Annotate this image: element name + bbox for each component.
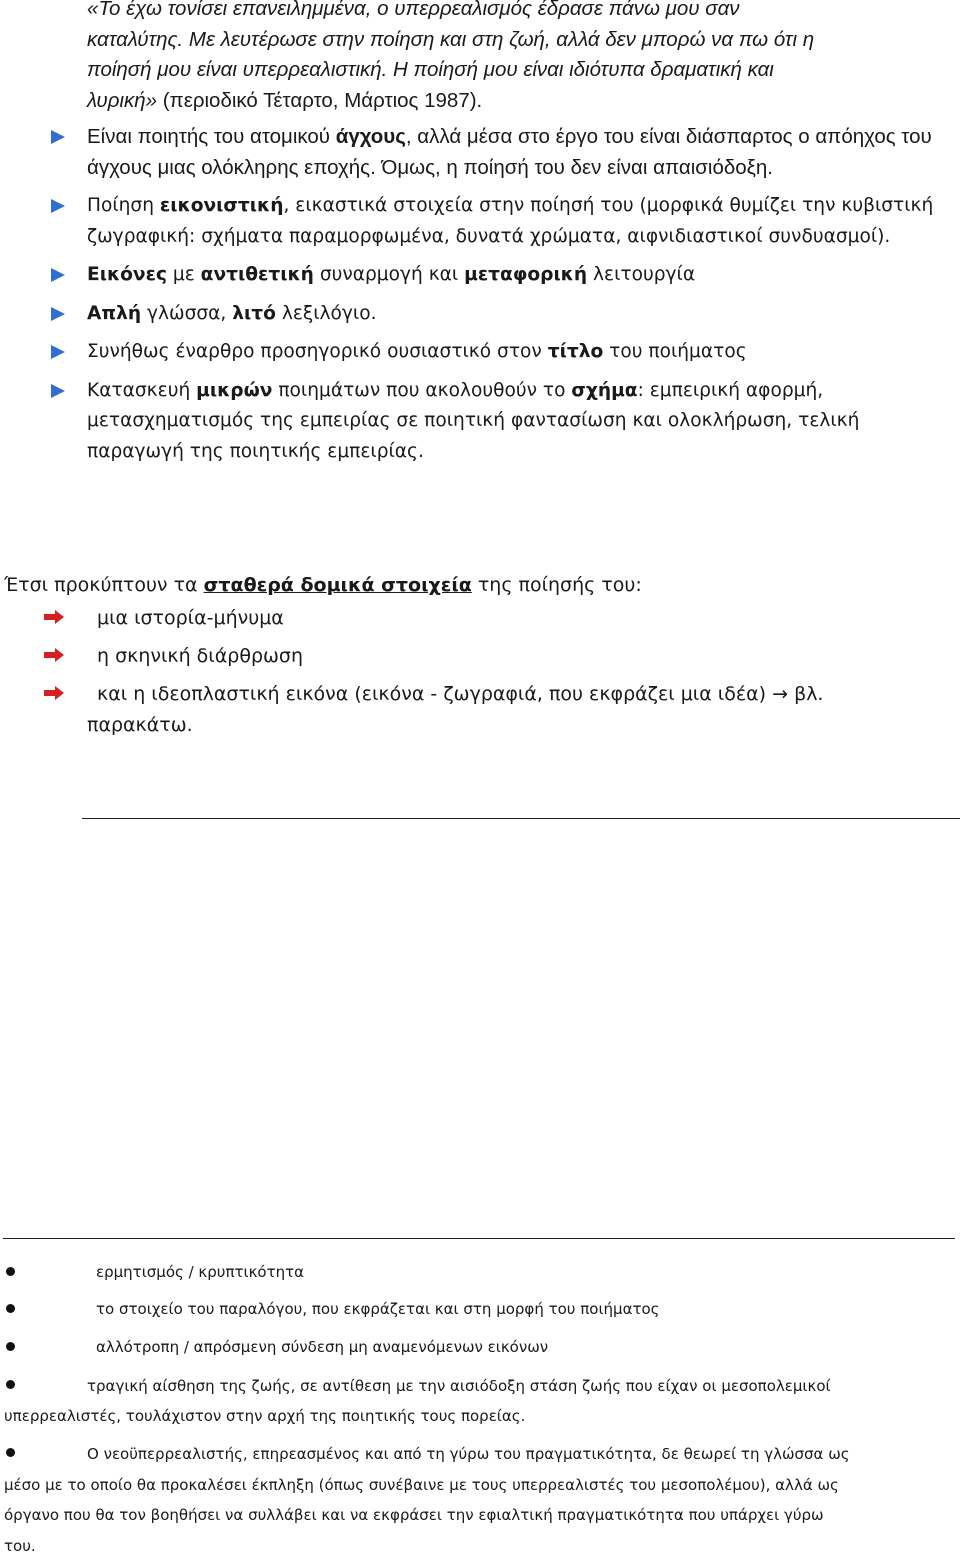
red-arrow-bullet-icon	[44, 648, 64, 662]
bullet-text: του ποιήματος	[603, 341, 747, 362]
feature-bullet	[87, 260, 953, 291]
item-text: μια ιστορία-μήνυμα	[97, 607, 284, 629]
quote-line: καταλύτης. Με λευτέρωσε στην ποίηση και στη ζωή, αλλά δεν μπορώ να πω ότι η	[87, 27, 815, 51]
blue-arrow-bullet-icon	[51, 199, 65, 213]
bullet-bold-text: τίτλο	[547, 341, 604, 362]
structural-elements-intro	[4, 570, 642, 600]
blue-arrow-bullet-icon	[51, 130, 65, 144]
bullet-dot-icon	[6, 1342, 15, 1351]
bullet-bold-text: εικονιστική	[159, 195, 284, 216]
bullet-text: γλώσσα,	[141, 302, 233, 324]
bullet-text: λειτουργία	[587, 264, 696, 285]
quote-line: ποίησή μου είναι υπερρεαλιστική. Η ποίησή μου είναι ιδιότυπα δραματική και	[87, 58, 774, 81]
feature-bullet	[87, 299, 953, 330]
dot-bullet-text: Ο νεοϋπερρεαλιστής, επηρεασμένος και από τη γύρω του πραγματικότητα, δε θεωρεί τη γλώσσα ως	[87, 1445, 850, 1463]
feature-bullet	[87, 337, 953, 368]
bullet-text: ποιημάτων που ακολουθούν το	[272, 379, 572, 401]
bullet-text: με	[166, 264, 201, 285]
feature-bullet	[87, 376, 953, 468]
item-text: παρακάτω.	[87, 714, 193, 736]
bullet-text: , αλλά μέσα στο έργο του είναι διάσπαρτος ο απόηχος του άγχους μιας ολόκληρης εποχής. Όμως, η ποίησή του δεν είναι απαισιόδοξη.	[87, 125, 932, 179]
bullet-text: : εμπειρική αφορμή, μετασχηματισμός της εμπειρίας σε ποιητική φαντασίωση και ολοκλήρωση, τελική παραγωγή της ποιητικής εμπειρίας.	[87, 379, 860, 462]
blue-arrow-bullet-icon	[51, 307, 65, 321]
dot-bullet-text: μέσο με το οποίο θα προκαλέσει έκπληξη (όπως συνέβαινε με τους υπερρεαλιστές του μεσοπολέμου), αλλά ως	[4, 1476, 839, 1494]
poet-quote-and-features	[87, 0, 953, 467]
blue-arrow-bullet-icon	[51, 384, 65, 398]
dot-bullet-text: αλλότροπη / απρόσμενη σύνδεση μη αναμενόμενων εικόνων	[96, 1338, 549, 1356]
dot-bullet-text: υπερρεαλιστές, τουλάχιστον στην αρχή της ποιητικής τους πορείας.	[4, 1407, 526, 1425]
dot-bullet-text: του.	[4, 1537, 36, 1555]
bullet-bold-text: μεταφορική	[464, 264, 588, 285]
bullet-dot-icon	[6, 1380, 15, 1389]
blue-arrow-bullet-icon	[51, 268, 65, 282]
bullet-text: Είναι ποιητής του ατομικού	[87, 125, 336, 148]
bullet-bold-text: Απλή	[87, 302, 142, 324]
bullet-text: , εικαστικά στοιχεία στην ποίησή του (μορφικά θυμίζει την κυβιστική ζωγραφική: σχήματα παραμορφωμένα, δυνατά χρώματα, αιφνιδιαστικοί συνδυασμοί).	[87, 195, 934, 247]
bullet-bold-text: αντιθετική	[200, 264, 314, 285]
item-text: η σκηνική διάρθρωση	[97, 645, 304, 667]
bullet-text: λεξιλόγιο.	[275, 302, 377, 324]
dot-bullet-text: ερμητισμός / κρυπτικότητα	[96, 1263, 305, 1281]
blue-arrow-bullet-icon	[51, 345, 65, 359]
intro-bold-text: σταθερά δομικά στοιχεία	[203, 574, 472, 596]
quote-source: (περιοδικό Τέταρτο, Μάρτιος 1987).	[162, 88, 483, 112]
bullet-bold-text: μικρών	[196, 379, 273, 401]
poet-quote	[87, 0, 953, 116]
red-arrow-bullet-icon	[44, 686, 64, 700]
dot-bullet-text: το στοιχείο του παραλόγου, που εκφράζεται και στη μορφή του ποιήματος	[96, 1300, 660, 1318]
intro-text: της ποίησής του:	[471, 574, 642, 596]
bullet-dot-icon	[6, 1448, 15, 1457]
dot-bullet-text: τραγική αίσθηση της ζωής, σε αντίθεση με την αισιόδοξη στάση ζωής που είχαν οι μεσοπολεμικοί	[87, 1377, 831, 1395]
bullet-dot-icon	[6, 1267, 15, 1276]
bullet-dot-icon	[6, 1304, 15, 1313]
bullet-text: συναρμογή και	[313, 264, 465, 285]
bullet-bold-text: άγχους	[335, 125, 406, 148]
bullet-text: Ποίηση	[87, 195, 160, 216]
quote-line: λυρική»	[87, 88, 163, 112]
bullet-text: Κατασκευή	[87, 379, 197, 401]
quote-line: «Το έχω τονίσει επανειλημμένα, ο υπερρεαλισμός έδρασε πάνω μου σαν	[87, 0, 740, 20]
divider-line	[3, 1238, 955, 1239]
item-text: και η ιδεοπλαστική εικόνα (εικόνα - ζωγραφιά, που εκφράζει μια ιδέα) → βλ.	[97, 683, 824, 705]
feature-bullet	[87, 191, 953, 252]
divider-line	[82, 818, 960, 819]
bullet-bold-text: Εικόνες	[87, 264, 167, 285]
bullet-text: Συνήθως έναρθρο προσηγορικό ουσιαστικό στον	[87, 341, 548, 362]
bullet-bold-text: σχήμα	[571, 379, 638, 401]
feature-bullet	[87, 122, 953, 183]
red-arrow-bullet-icon	[44, 610, 64, 624]
intro-text: Έτσι προκύπτουν τα	[4, 574, 204, 596]
bullet-bold-text: λιτό	[232, 302, 276, 324]
dot-bullet-text: όργανο που θα τον βοηθήσει να συλλάβει και να εκφράσει την εφιαλτική πραγματικότητα που υπάρχει γύρω	[4, 1506, 824, 1524]
